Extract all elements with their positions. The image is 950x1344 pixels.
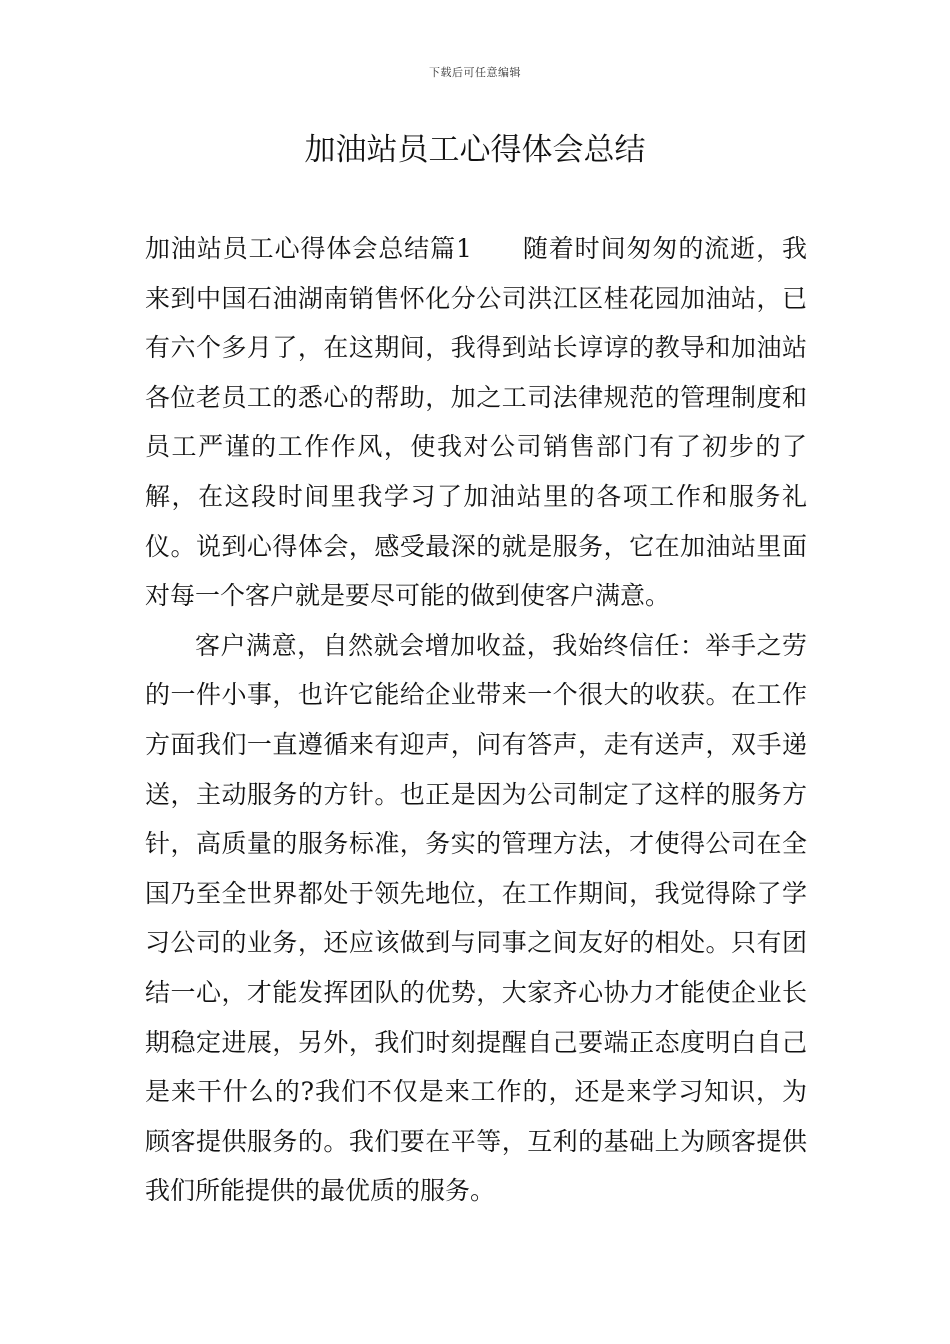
document-title: 加油站员工心得体会总结 [304, 132, 646, 168]
document-body [145, 224, 807, 1216]
paragraph-2: 客户满意，自然就会增加收益，我始终信任：举手之劳的一件小事，也许它能给企业带来一个很大的收获。在工作方面我们一直遵循来有迎声，问有答声，走有送声，双手递送，主动服务的方针。也正是因为公司制定了这样的服务方针，高质量的服务标准，务实的管理方法，才使得公司在全国乃至全世界都处于领先地位，在工作期间，我觉得除了学习公司的业务，还应该做到与同事之间友好的相处。只有团结一心，才能发挥团队的优势，大家齐心协力才能使企业长期稳定进展，另外，我们时刻提醒自己要端正态度明白自己是来干什么的?我们不仅是来工作的，还是来学习知识，为顾客提供服务的。我们要在平等，互利的基础上为顾客提供我们所能提供的最优质的服务。 [145, 630, 807, 1206]
paragraph-1 [145, 224, 807, 621]
header-note: 下载后可任意编辑 [429, 66, 521, 79]
section-heading: 加油站员工心得体会总结篇1 [145, 234, 472, 263]
paragraph-1-text: 随着时间匆匆的流逝，我来到中国石油湖南销售怀化分公司洪江区桂花园加油站，已有六个多月了，在这期间，我得到站长谆谆的教导和加油站各位老员工的悉心的帮助，加之工司法律规范的管理制度和员工严谨的工作作风，使我对公司销售部门有了初步的了解，在这段时间里我学习了加油站里的各项工作和服务礼仪。说到心得体会，感受最深的就是服务，它在加油站里面对每一个客户就是要尽可能的做到使客户满意。 [145, 234, 807, 611]
